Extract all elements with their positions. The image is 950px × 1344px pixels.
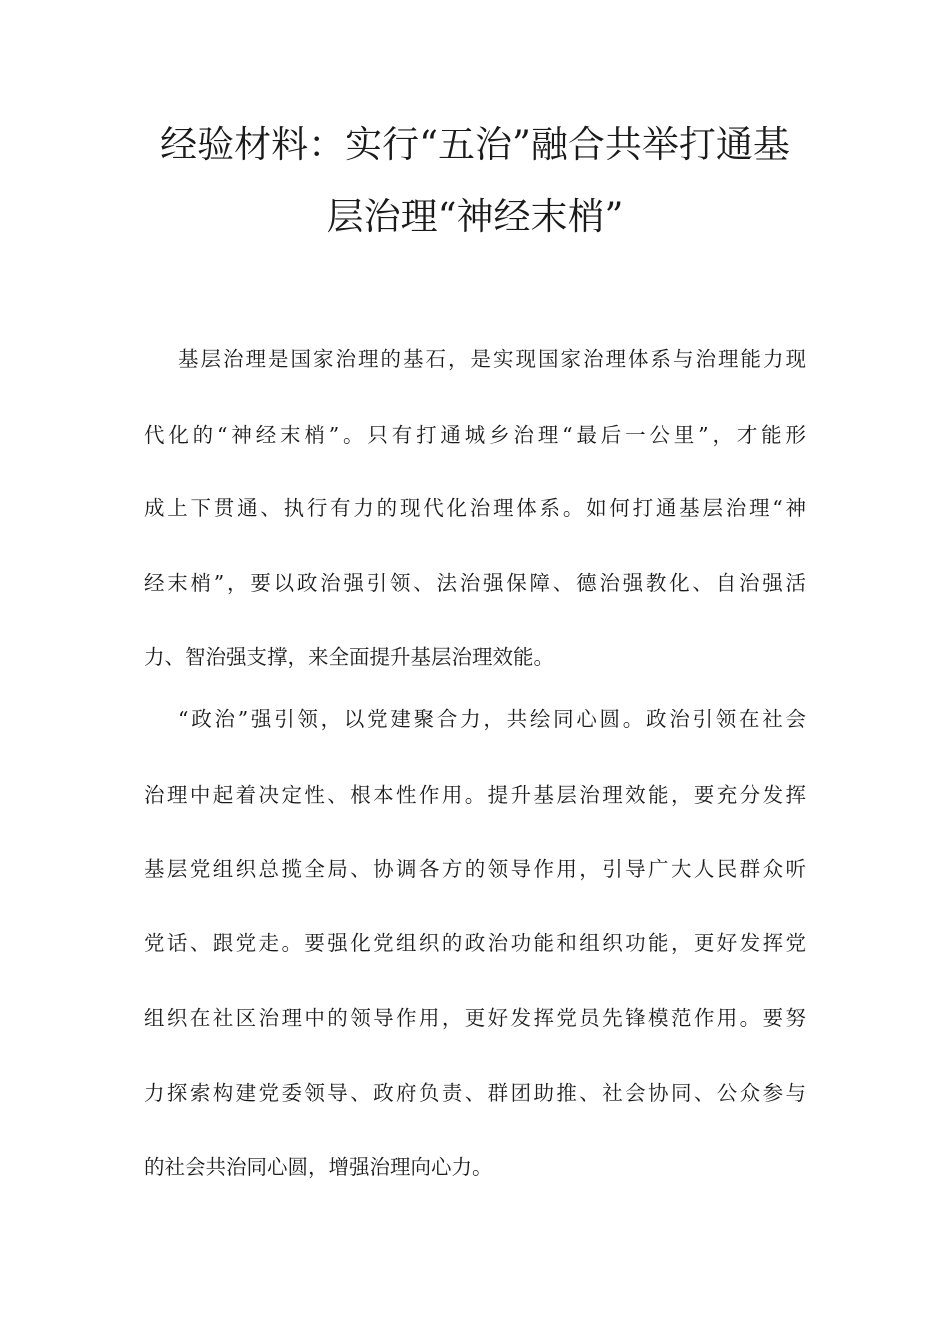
paragraph-1-line-3: 成上下贯通、执行有力的现代化治理体系。如何打通基层治理“神 [144,496,806,520]
document-title-line-2: 层治理“神经末梢” [326,195,624,238]
paragraph-1-line-4: 经末梢”，要以政治强引领、法治强保障、德治强教化、自治强活 [144,571,806,595]
paragraph-2-line-6: 力探索构建党委领导、政府负责、群团助推、社会协同、公众参与 [144,1081,806,1105]
paragraph-1-line-5: 力、智治强支撑，来全面提升基层治理效能。 [144,645,554,669]
paragraph-2-line-1: “政治”强引领，以党建聚合力，共绘同心圆。政治引领在社会 [178,707,806,731]
paragraph-2-line-7: 的社会共治同心圆，增强治理向心力。 [144,1155,493,1179]
paragraph-1-line-1: 基层治理是国家治理的基石，是实现国家治理体系与治理能力现 [178,347,806,371]
document-title-line-1: 经验材料：实行“五治”融合共举打通基 [160,123,790,166]
paragraph-2-line-2: 治理中起着决定性、根本性作用。提升基层治理效能，要充分发挥 [144,783,806,807]
paragraph-2-line-5: 组织在社区治理中的领导作用，更好发挥党员先锋模范作用。要努 [144,1006,806,1030]
paragraph-2-line-4: 党话、跟党走。要强化党组织的政治功能和组织功能，更好发挥党 [144,931,806,955]
paragraph-2-line-3: 基层党组织总揽全局、协调各方的领导作用，引导广大人民群众听 [144,857,806,881]
paragraph-1-line-2: 代化的“神经末梢”。只有打通城乡治理“最后一公里”，才能形 [144,423,806,447]
